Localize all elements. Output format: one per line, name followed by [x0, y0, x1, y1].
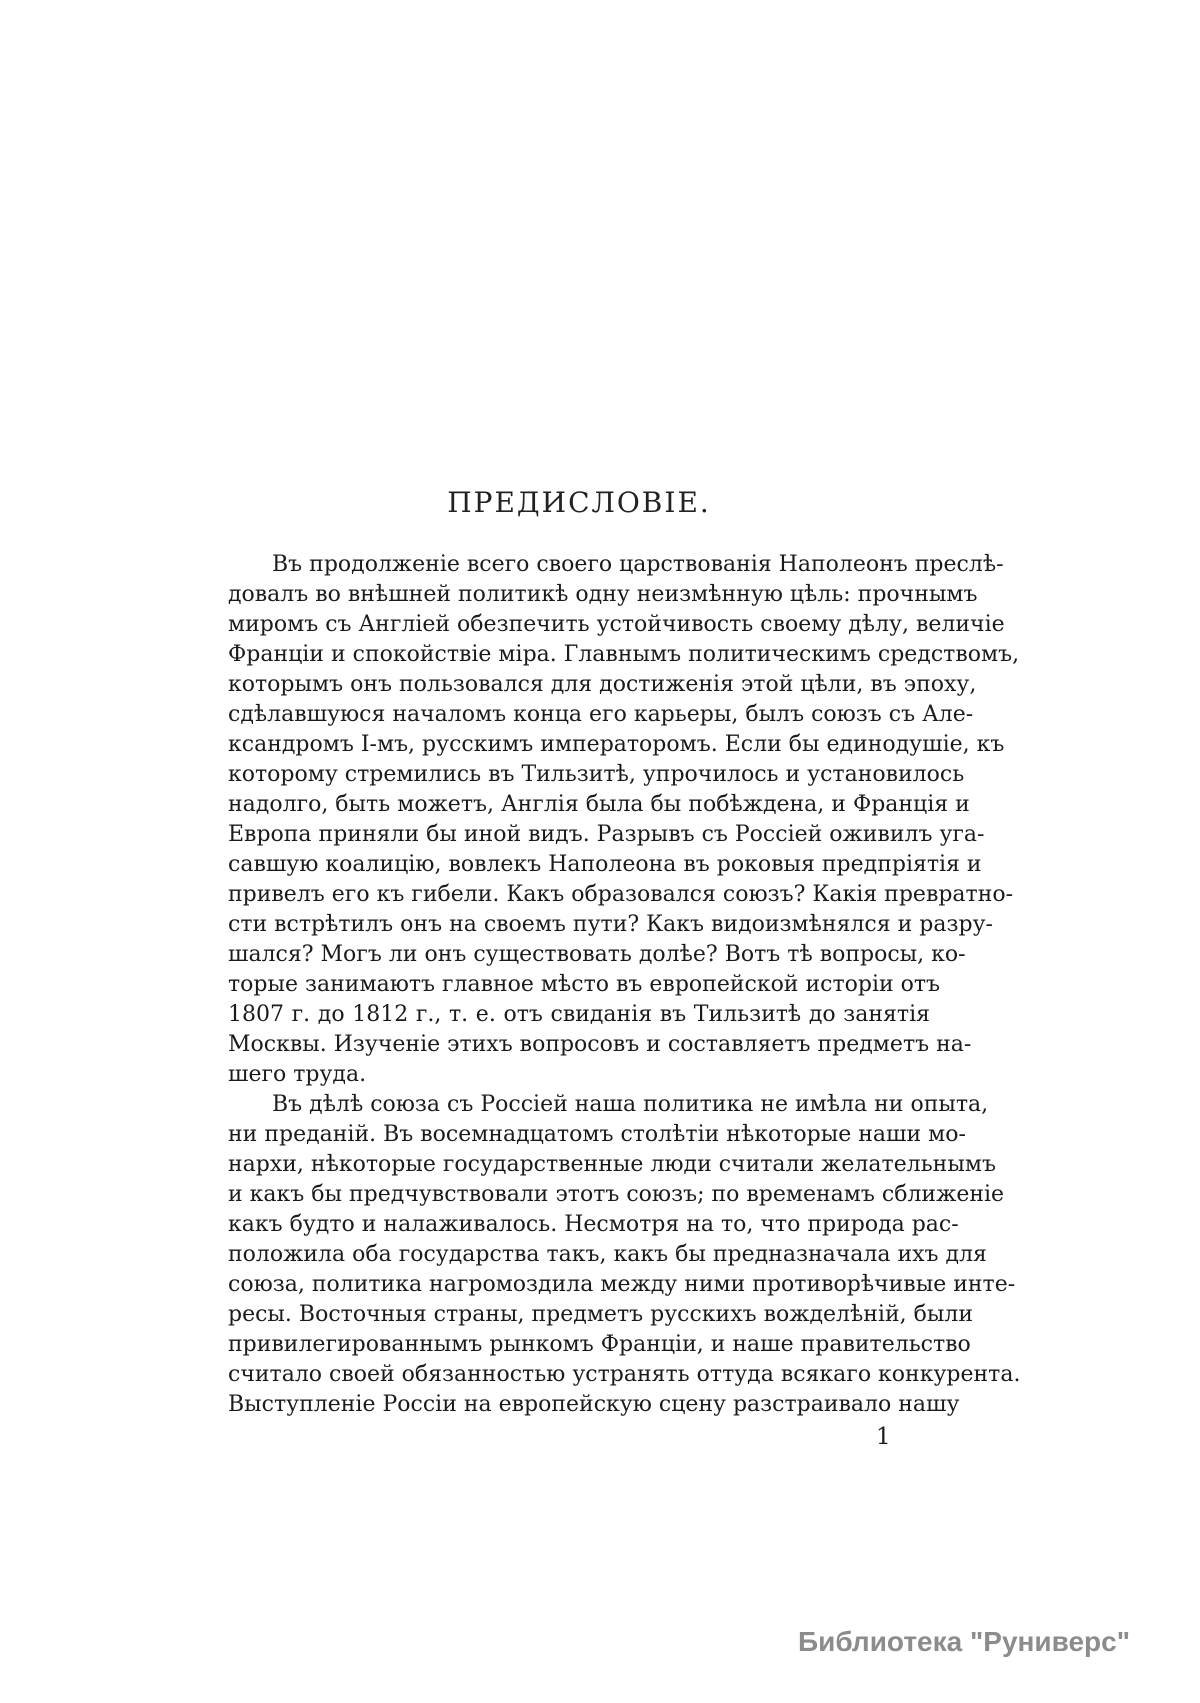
text-line: Въ дѣлѣ союза съ Россіей наша политика не имѣла ни опыта, — [272, 1092, 989, 1117]
text-line: привелъ его къ гибели. Какъ образовался союзъ? Какія превратно- — [228, 882, 1014, 907]
text-line: ресы. Восточныя страны, предметъ русскихъ вожделѣній, были — [228, 1302, 974, 1327]
text-line: которому стремились въ Тильзитѣ, упрочилось и установилось — [228, 762, 965, 787]
page-number: 1 — [876, 1424, 891, 1450]
text-line: 1807 г. до 1812 г., т. е. отъ свиданія въ Тильзитѣ до занятія — [228, 1002, 930, 1027]
text-line: Франціи и спокойствіе міра. Главнымъ политическимъ средствомъ, — [228, 642, 1020, 667]
text-line: какъ будто и налаживалось. Несмотря на то, что природа рас- — [228, 1212, 959, 1237]
text-line: ксандромъ I-мъ, русскимъ императоромъ. Если бы единодушіе, къ — [228, 732, 1005, 757]
body-paragraphs — [228, 550, 1021, 1420]
text-line: нархи, нѣкоторые государственные люди считали желательнымъ — [228, 1152, 996, 1177]
text-line: Выступленіе Россіи на европейскую сцену разстраивало нашу — [228, 1392, 960, 1417]
text-line: Въ продолженіе всего своего царствованія Наполеонъ преслѣ- — [272, 552, 1004, 577]
library-watermark: Библиотека "Руниверс" — [798, 1626, 1131, 1657]
text-line: положила оба государства такъ, какъ бы предназначала ихъ для — [228, 1242, 987, 1267]
text-line: союза, политика нагромоздила между ними противорѣчивые инте- — [228, 1272, 1016, 1297]
text-line: привилегированнымъ рынкомъ Франціи, и наше правительство — [228, 1332, 971, 1357]
text-line: торые занимаютъ главное мѣсто въ европейской исторіи отъ — [228, 972, 941, 997]
page-text-block — [228, 486, 1021, 1420]
text-line: шего труда. — [228, 1062, 367, 1087]
text-line: шался? Могъ ли онъ существовать долѣе? Вотъ тѣ вопросы, ко- — [228, 942, 966, 967]
text-line: и какъ бы предчувствовали этотъ союзъ; по временамъ сближеніе — [228, 1182, 1005, 1207]
text-line: миромъ съ Англіей обезпечить устойчивость своему дѣлу, величіе — [228, 612, 1005, 637]
text-line: ни преданій. Въ восемнадцатомъ столѣтіи нѣкоторые наши мо- — [228, 1122, 966, 1147]
text-line: сти встрѣтилъ онъ на своемъ пути? Какъ видоизмѣнялся и разру- — [228, 912, 993, 937]
text-line: надолго, быть можетъ, Англія была бы побѣждена, и Франція и — [228, 792, 970, 817]
page-title: ПРЕДИСЛОВІЕ. — [447, 486, 711, 519]
text-line: довалъ во внѣшней политикѣ одну неизмѣнную цѣль: прочнымъ — [228, 582, 978, 607]
text-line: Москвы. Изученіе этихъ вопросовъ и составляетъ предметъ на- — [228, 1032, 972, 1057]
text-line: сдѣлавшуюся началомъ конца его карьеры, былъ союзъ съ Але- — [228, 702, 974, 727]
text-line: Европа приняли бы иной видъ. Разрывъ съ Россіей оживилъ уга- — [228, 822, 985, 847]
text-line: считало своей обязанностью устранять оттуда всякаго конкурента. — [228, 1362, 1021, 1387]
text-line: которымъ онъ пользовался для достиженія этой цѣли, въ эпоху, — [228, 672, 977, 697]
text-line: савшую коалицію, вовлекъ Наполеона въ роковыя предпріятія и — [228, 852, 982, 877]
